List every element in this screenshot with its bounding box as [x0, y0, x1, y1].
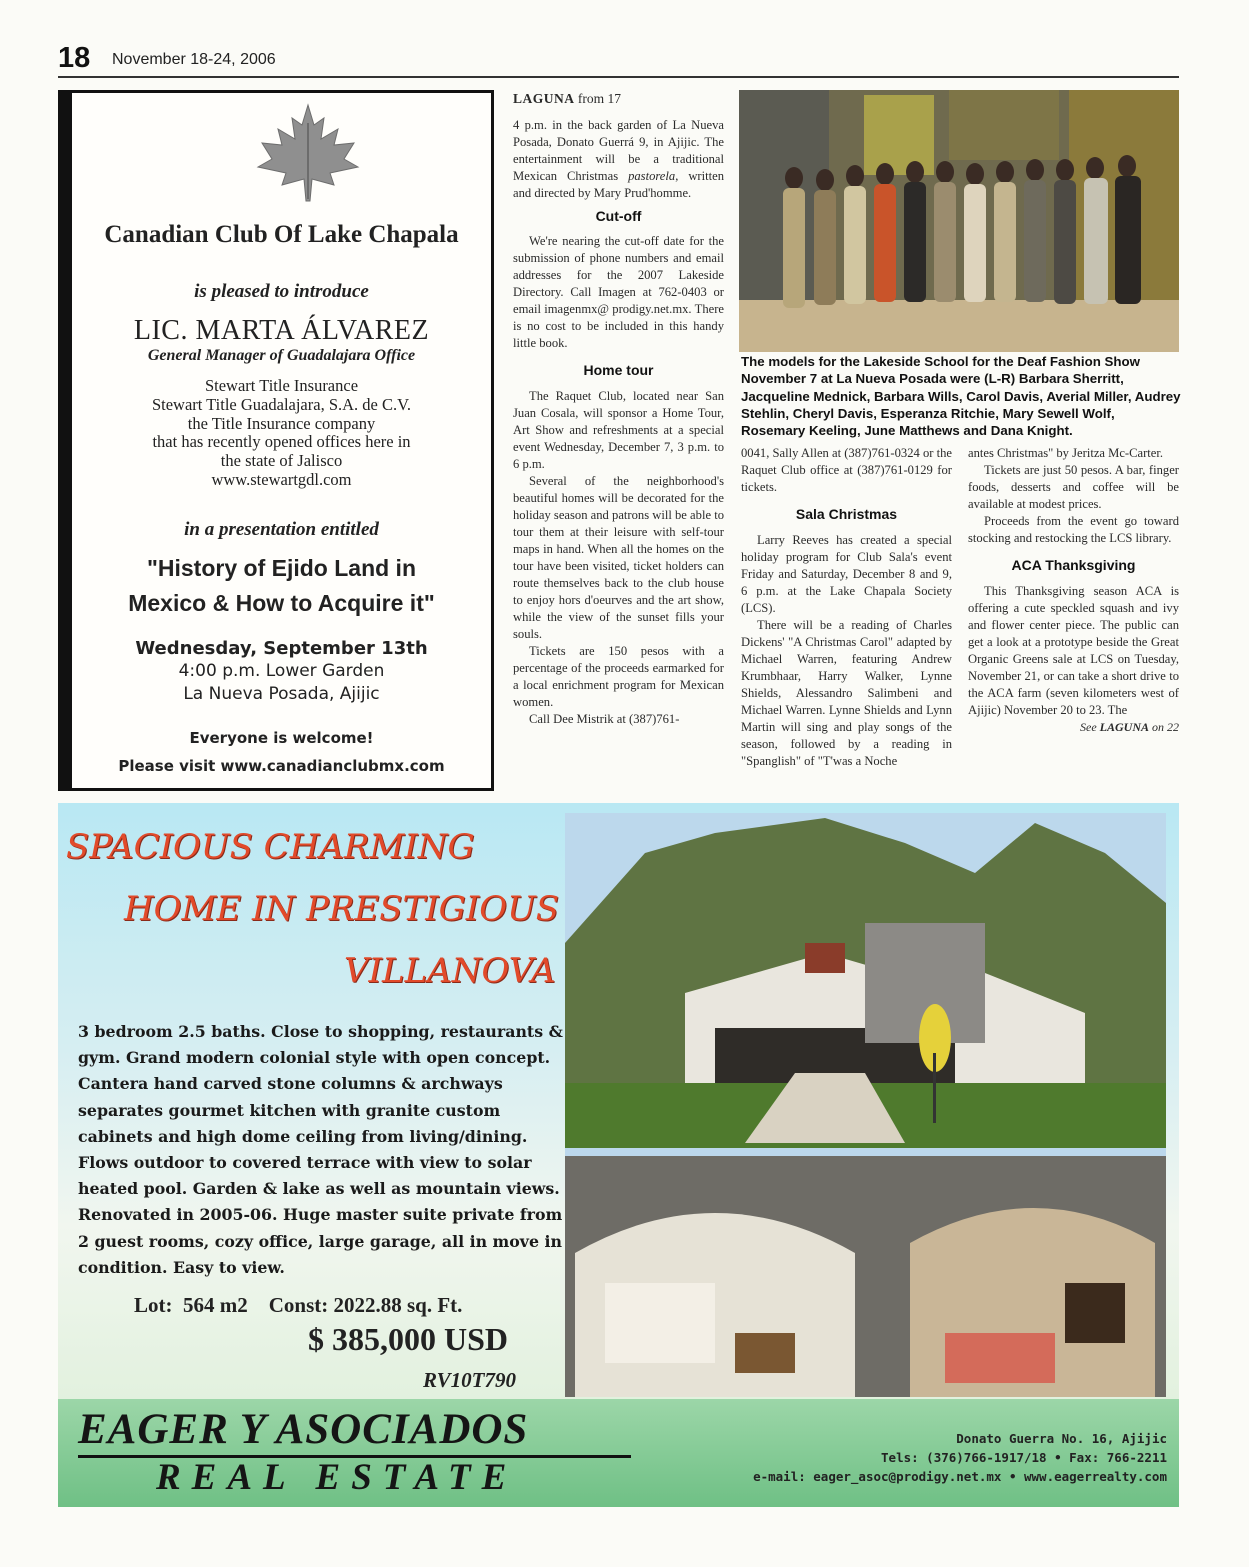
article-column-2	[741, 445, 952, 770]
issue-date: November 18-24, 2006	[112, 51, 276, 68]
agency-address: Donato Guerra No. 16, Ajijic	[956, 1431, 1167, 1446]
house-photo	[565, 813, 1166, 1397]
club-title: Canadian Club Of Lake Chapala	[104, 221, 459, 248]
intro-text: is pleased to introduce	[194, 281, 369, 302]
agency-email-web[interactable]: e-mail: eager_asoc@prodigy.net.mx • www.eagerrealty.com	[753, 1469, 1167, 1484]
paragraph: Tickets are 150 pesos with a percentage of the proceeds earmarked for a local enrichment program for Mexican women.	[513, 644, 724, 709]
event-venue: La Nueva Posada, Ajijic	[183, 684, 380, 704]
headline-line: VILLANOVA	[344, 951, 556, 991]
company-line: Stewart Title Insurance	[204, 376, 359, 395]
fashion-show-photo	[739, 90, 1179, 352]
speaker-role: General Manager of Guadalajara Office	[147, 347, 416, 364]
paragraph: We're nearing the cut-off date for the submission of phone numbers and email addresses for the 2007 Lakeside Directory. Call Imagen at 762-0403 or email imagenmx@ prodigy.net.mx. There is no cost to be included in this handy little book.	[513, 234, 724, 350]
talk-title-line: "History of Ejido Land in	[146, 555, 416, 581]
subhead-cutoff: Cut-off	[595, 208, 642, 224]
header-rule	[58, 76, 1179, 78]
article-column-1	[513, 90, 724, 728]
house-collage-icon	[565, 813, 1166, 1397]
article-column-3	[968, 445, 1179, 736]
paragraph: The Raquet Club, located near San Juan Cosala, will sponsor a Home Tour, Art Show and refreshments at a special event Wednesday, December 7, 3 p.m. to 6 p.m.	[513, 389, 724, 471]
paragraph: Tickets are just 50 pesos. A bar, finger foods, desserts and coffee will be available at modest prices.	[968, 463, 1179, 511]
presentation-intro: in a presentation entitled	[184, 519, 379, 540]
headline-line: HOME IN PRESTIGIOUS	[124, 889, 560, 929]
paragraph: Larry Reeves has created a special holiday program for Club Sala's event Friday and Saturday, December 8 and 9, 6 p.m. at the Lake Chapala Society (LCS).	[741, 533, 952, 615]
event-time: 4:00 p.m. Lower Garden	[178, 661, 385, 681]
talk-title	[72, 551, 491, 621]
company-line: that has recently opened offices here in	[152, 432, 411, 452]
maple-leaf-icon	[248, 103, 368, 203]
headline-line: SPACIOUS CHARMING	[66, 827, 475, 867]
paragraph: There will be a reading of Charles Dickens' "A Christmas Carol" adapted by Michael Warren, featuring Andrew Krumbhaar, Harry Walker, Lynne Shields, Alessandro Salimbeni and Michael Warren. Lynne Shields and Lynn Martin will sing and play songs of the season, followed by a reading in "Spanglish" of "T'was a Noche	[741, 618, 952, 768]
listing-description: 3 bedroom 2.5 baths. Close to shopping, restaurants & gym. Grand modern colonial style with open concept. Cantera hand carved stone columns & archways separates gourmet kitchen with granite custom cabinets and high dome ceiling from living/dining. Flows outdoor to covered terrace with view to solar heated pool. Garden & lake as well as mountain views. Renovated in 2005-06. Huge master suite private from 2 guest rooms, cozy office, large garage, all in move in condition. Easy to view.	[78, 1022, 563, 1277]
paragraph: antes Christmas" by Jeritza Mc-Carter.	[968, 446, 1164, 460]
lot-size: Lot: 564 m2 Const: 2022.88 sq. Ft.	[134, 1293, 463, 1317]
jump-from: from 17	[577, 91, 622, 106]
welcome-text: Everyone is welcome!	[189, 729, 374, 747]
company-line: the state of Jalisco	[220, 451, 343, 471]
paragraph: Call Dee Mistrik at (387)761-	[529, 712, 680, 726]
company-website[interactable]: www.stewartgdl.com	[211, 469, 352, 489]
company-details	[72, 377, 491, 490]
agency-subtitle: REAL ESTATE	[156, 1457, 518, 1498]
listing-code: RV10T790	[423, 1368, 516, 1392]
group-photo-icon	[739, 90, 1179, 352]
jump-header	[513, 90, 724, 107]
speaker-name: LIC. MARTA ÁLVAREZ	[133, 315, 430, 346]
agency-contact	[753, 1429, 1167, 1486]
continued-on[interactable]: See LAGUNA on 22	[1080, 720, 1179, 734]
paragraph: Several of the neighborhood's beautiful homes will be decorated for the holiday season and patrons will be able to tour them at their leisure with self-tour maps in hand. When all the homes on the tour have been visited, ticket holders can route themselves back to the club house to enjoy hors d'oeurves and the art show, while the view of the sunset fills your souls.	[513, 474, 724, 641]
paragraph: 4 p.m. in the back garden of La Nueva Posada, Donato Guerrá 9, in Ajijic. The entertainment will be a traditional Mexican Christmas pastorela, written and directed by Mary Prud'homme.	[513, 118, 724, 200]
photo-caption: The models for the Lakeside School for the Deaf Fashion Show November 7 at La Nueva Posada were (L-R) Barbara Sherritt, Jacqueline Mednick, Barbara Wills, Carol Davis, Averial Miller, Audrey Stehlin, Cheryl Davis, Esperanza Ritchie, Mary Sewell Wolf, Rosemary Keeling, June Matthews and Dana Knight.	[741, 354, 1181, 439]
listing-headline	[66, 819, 559, 999]
subhead-aca-thanksgiving: ACA Thanksgiving	[1011, 557, 1136, 573]
paragraph: This Thanksgiving season ACA is offering a cute speckled squash and ivy and flower center piece. The public can get a look at a prototype beside the Great Organic Greens sale at LCS on Tuesday, November 21, or can take a short drive to the ACA farm (seven kilometers west of Ajijic) November 20 to 23. The	[968, 584, 1179, 717]
canadian-club-ad	[58, 90, 494, 791]
company-line: Stewart Title Guadalajara, S.A. de C.V.	[151, 394, 412, 414]
agency-phones[interactable]: Tels: (376)766-1917/18 • Fax: 766-2211	[881, 1450, 1167, 1465]
paragraph: 0041, Sally Allen at (387)761-0324 or the Raquet Club office at (387)761-0129 for tickets.	[741, 446, 952, 494]
company-line: the Title Insurance company	[187, 413, 376, 433]
page-number: 18	[58, 42, 91, 74]
event-details	[72, 637, 491, 706]
agency-footer	[58, 1399, 1179, 1507]
subhead-home-tour: Home tour	[583, 362, 654, 378]
talk-title-line: Mexico & How to Acquire it"	[128, 590, 435, 616]
visit-link[interactable]: Please visit www.canadianclubmx.com	[118, 757, 445, 775]
paragraph: Proceeds from the event go toward stocking and restocking the LCS library.	[968, 514, 1179, 545]
event-date: Wednesday, September 13th	[135, 638, 428, 659]
listing-price: $ 385,000 USD	[308, 1321, 509, 1357]
agency-name: EAGER Y ASOCIADOS	[78, 1406, 529, 1453]
subhead-sala-christmas: Sala Christmas	[795, 506, 898, 522]
jump-label: LAGUNA	[513, 91, 575, 106]
real-estate-ad	[58, 803, 1179, 1507]
